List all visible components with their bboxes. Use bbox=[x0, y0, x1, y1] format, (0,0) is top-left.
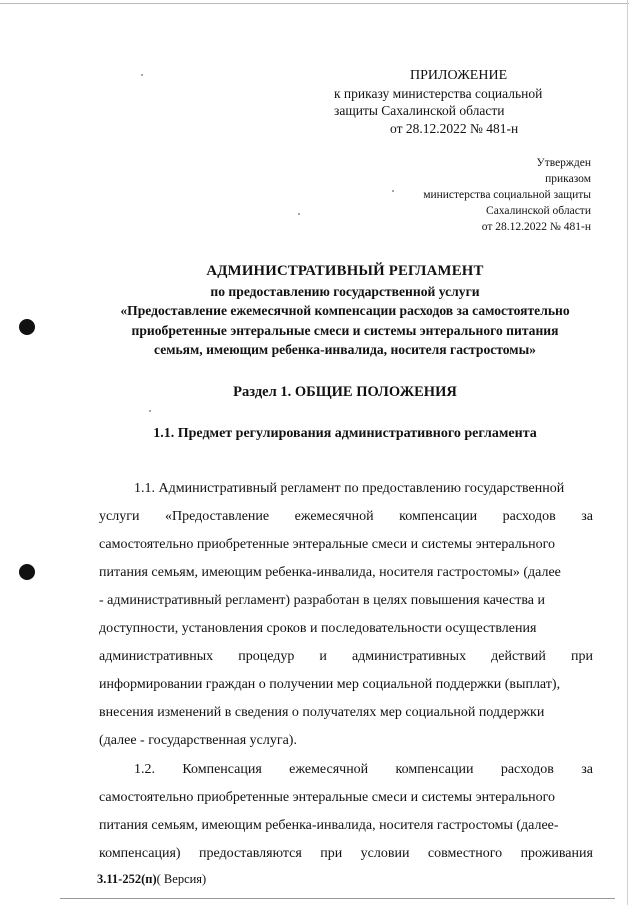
word: услуги bbox=[99, 509, 140, 524]
paragraph-line: доступности, установления сроков и последовательности осуществления bbox=[99, 621, 537, 636]
word: за bbox=[581, 509, 593, 524]
word: действий bbox=[491, 649, 546, 664]
scan-speck bbox=[298, 213, 300, 215]
scan-right-edge bbox=[627, 0, 628, 905]
paragraph-line: информировании граждан о получении мер социальной поддержки (выплат), bbox=[99, 677, 561, 692]
punch-hole bbox=[19, 319, 35, 335]
word: расходов bbox=[500, 762, 554, 777]
word: условии bbox=[360, 846, 410, 861]
paragraph-line bbox=[99, 648, 593, 666]
paragraph-line bbox=[99, 845, 593, 863]
paragraph-line bbox=[99, 508, 593, 526]
word: 1.2. bbox=[134, 762, 155, 777]
word: процедур bbox=[238, 649, 295, 664]
word: и bbox=[319, 649, 327, 664]
word: административных bbox=[99, 649, 214, 664]
punch-hole bbox=[19, 564, 35, 580]
scan-speck bbox=[141, 74, 143, 76]
document-title bbox=[70, 262, 620, 360]
paragraph-line: самостоятельно приобретенные энтеральные смеси и системы энтерального bbox=[99, 537, 556, 552]
subsection-heading: 1.1. Предмет регулирования административного регламента bbox=[153, 426, 537, 441]
approved-line: Утвержден bbox=[536, 157, 591, 169]
word: совместного bbox=[427, 846, 503, 861]
word: проживания bbox=[520, 846, 593, 861]
word: за bbox=[581, 762, 593, 777]
document-footer bbox=[97, 872, 206, 887]
paragraph-line: - административный регламент) разработан в целях повышения качества и bbox=[99, 593, 545, 608]
appendix-line: от 28.12.2022 № 481-н bbox=[390, 120, 519, 136]
word: компенсации bbox=[399, 509, 478, 524]
word: при bbox=[570, 649, 593, 664]
word: компенсация) bbox=[99, 846, 181, 861]
appendix-line: защиты Сахалинской области bbox=[334, 103, 505, 118]
approved-line: Сахалинской области bbox=[486, 205, 591, 217]
word: «Предоставление bbox=[164, 509, 270, 524]
word: ежемесячной bbox=[289, 762, 369, 777]
paragraph-line: внесения изменений в сведения о получателях мер социальной поддержки bbox=[99, 705, 545, 720]
title-line: приобретенные энтеральные смеси и системы энтерального питания bbox=[131, 322, 559, 338]
word: при bbox=[320, 846, 343, 861]
paragraph-line: питания семьям, имеющим ребенка-инвалида, носителя гастростомы» (далее bbox=[99, 565, 561, 580]
title-line: «Предоставление ежемесячной компенсации расходов за самостоятельно bbox=[120, 303, 570, 318]
document-code: 3.11-252(п) bbox=[97, 872, 157, 886]
title-line: семьям, имеющим ребенка-инвалида, носителя гастростомы» bbox=[154, 342, 536, 357]
approved-line: министерства социальной защиты bbox=[423, 189, 591, 201]
word: Компенсация bbox=[182, 762, 262, 777]
appendix-line: к приказу министерства социальной bbox=[334, 85, 543, 101]
section-heading: Раздел 1. ОБЩИЕ ПОЛОЖЕНИЯ bbox=[233, 384, 457, 400]
word: ежемесячной bbox=[294, 509, 374, 524]
appendix-header bbox=[334, 67, 604, 137]
word: компенсации bbox=[395, 762, 474, 777]
approval-stamp-text bbox=[331, 155, 591, 235]
title-main: АДМИНИСТРАТИВНЫЙ РЕГЛАМЕНТ bbox=[206, 263, 484, 279]
paragraph-line: 1.1. Административный регламент по предоставлению государственной bbox=[134, 481, 565, 496]
paragraph-line bbox=[134, 761, 593, 779]
appendix-title: ПРИЛОЖЕНИЕ bbox=[410, 68, 508, 83]
approved-line: от 28.12.2022 № 481-н bbox=[481, 221, 591, 233]
approved-line: приказом bbox=[545, 173, 591, 185]
scan-top-edge bbox=[0, 3, 629, 4]
word: предоставляются bbox=[199, 846, 302, 861]
paragraph-line: питания семьям, имеющим ребенка-инвалида, носителя гастростомы (далее- bbox=[99, 818, 559, 833]
paragraph-line: самостоятельно приобретенные энтеральные смеси и системы энтерального bbox=[99, 790, 556, 805]
word: расходов bbox=[502, 509, 556, 524]
scan-bottom-edge bbox=[60, 898, 615, 899]
document-version: ( Версия) bbox=[156, 872, 207, 886]
paragraph-line: (далее - государственная услуга). bbox=[99, 733, 297, 748]
scan-speck bbox=[149, 410, 151, 412]
title-line: по предоставлению государственной услуги bbox=[210, 283, 480, 299]
word: административных bbox=[351, 649, 467, 664]
